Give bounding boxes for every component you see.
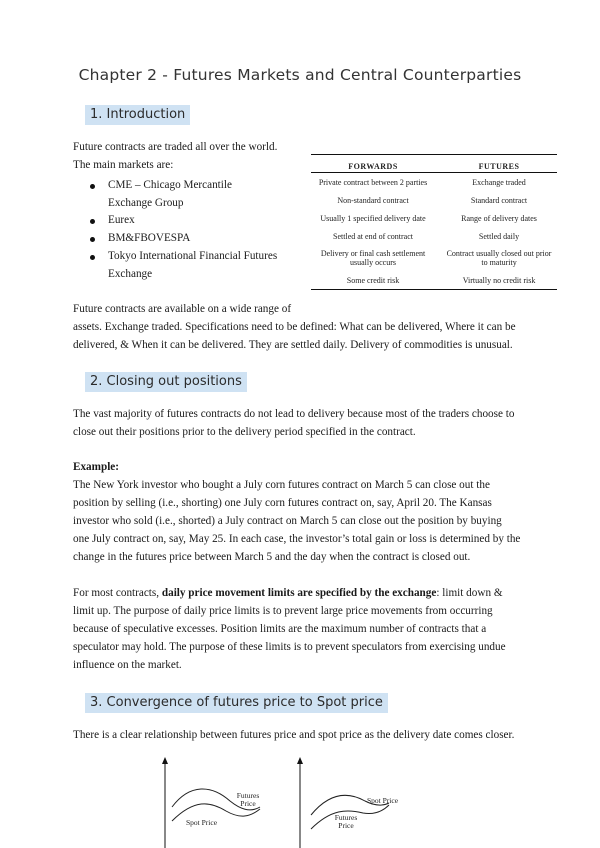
example-line-3: investor who sold (i.e., shorted) a July contract on March 5 can close out the position by buying xyxy=(73,515,502,527)
fig1-spot-label: Spot Price xyxy=(186,818,218,827)
table-row xyxy=(311,271,557,290)
example-line-2: position by selling (i.e., shorting) one July corn futures contract on, say, April 20. The Kansas xyxy=(73,497,492,509)
table-cell: Exchange traded xyxy=(472,177,526,187)
bullet-dot xyxy=(90,184,95,189)
convergence-paragraph: There is a clear relationship between futures price and spot price as the delivery date comes closer. xyxy=(73,729,515,741)
table-row xyxy=(311,227,557,245)
intro-paragraph-line-1: Future contracts are available on a wide range of xyxy=(73,303,292,315)
bullet-item-eurex xyxy=(90,212,290,230)
page-title: Chapter 2 - Futures Markets and Central Counterparties xyxy=(78,66,522,84)
table-top-rule xyxy=(311,154,557,155)
limits-line-4: speculator may hold. The purpose of these limits is to prevent speculators from exercising undue xyxy=(73,641,506,653)
table-row xyxy=(311,209,557,227)
bullet-text: BM&FBOVESPA xyxy=(108,232,191,244)
limits-line-1-post: : limit down & xyxy=(436,587,503,599)
table-row xyxy=(311,245,557,271)
limits-line-1-bold: daily price movement limits are specified by the exchange xyxy=(161,587,437,599)
fig1-futures-label-line2: Price xyxy=(240,799,256,808)
fig2-futures-label xyxy=(330,814,362,830)
section-heading-convergence: 3. Convergence of futures price to Spot price xyxy=(85,693,388,713)
table-cell: Range of delivery dates xyxy=(461,213,537,223)
table-cell: Settled daily xyxy=(478,231,520,241)
axis-arrow-icon xyxy=(297,757,303,764)
bullet-item-bmfbovespa xyxy=(90,230,290,248)
closing-paragraph-line-2: close out their positions prior to the delivery period specified in the contract. xyxy=(73,426,416,438)
limits-line-1 xyxy=(73,585,503,603)
fig1-futures-label xyxy=(233,792,263,808)
intro-line-2: The main markets are: xyxy=(73,159,174,171)
table-cell: Settled at end of contract xyxy=(333,231,413,241)
table-row xyxy=(311,173,557,192)
fig2-spot-label: Spot Price xyxy=(367,796,399,805)
closing-paragraph-line-1: The vast majority of futures contracts do not lead to delivery because most of the traders choose to xyxy=(73,408,515,420)
fig2-futures-label-line1: Futures xyxy=(334,813,358,822)
table-cell: Standard contract xyxy=(470,195,528,205)
table-header-row xyxy=(311,160,557,173)
fig2-futures-label-line2: Price xyxy=(338,821,354,830)
limits-line-5: influence on the market. xyxy=(73,659,182,671)
example-line-5: change in the futures price between March 5 and the day when the contract is closed out. xyxy=(73,551,471,563)
bullet-text: CME – Chicago Mercantile Exchange Group xyxy=(108,179,232,209)
limits-line-1-pre: For most contracts, xyxy=(73,587,162,599)
fig1-futures-label-line1: Futures xyxy=(236,791,260,800)
table-row xyxy=(311,191,557,209)
table-cell: Usually 1 specified delivery date xyxy=(320,213,426,223)
bullet-item-tiffe xyxy=(90,248,290,284)
bullet-dot xyxy=(90,237,95,242)
example-line-1: The New York investor who bought a July corn futures contract on March 5 can close out the xyxy=(73,479,490,491)
table-cell: Delivery or final cash settlement usually occurs xyxy=(320,249,426,267)
bullet-text: Eurex xyxy=(108,214,135,226)
table-header-futures: FUTURES xyxy=(435,160,557,173)
example-line-4: one July contract on, say, May 25. In each case, the investor’s total gain or loss is determined by the xyxy=(73,533,521,545)
table-cell: Contract usually closed out prior to maturity xyxy=(446,249,552,267)
section-heading-introduction: 1. Introduction xyxy=(85,105,190,125)
section-heading-closing-out: 2. Closing out positions xyxy=(85,372,247,392)
bullet-text: Tokyo International Financial Futures Exchange xyxy=(108,250,278,280)
intro-paragraph-line-2: assets. Exchange traded. Specifications need to be defined: What can be delivered, Where it can be xyxy=(73,321,516,333)
table-cell: Some credit risk xyxy=(311,271,435,290)
forwards-futures-table xyxy=(311,160,557,290)
table-header-forwards: FORWARDS xyxy=(311,160,435,173)
table-cell: Virtually no credit risk xyxy=(435,271,557,290)
axis-arrow-icon xyxy=(162,757,168,764)
intro-line-1: Future contracts are traded all over the world. xyxy=(73,141,278,153)
bullet-item-cme xyxy=(90,177,290,213)
intro-paragraph-line-3: delivered, & When it can be delivered. They are settled daily. Delivery of commodities is unusual. xyxy=(73,339,513,351)
limits-line-2: limit up. The purpose of daily price limits is to prevent large price movements from occurring xyxy=(73,605,493,617)
table-cell: Non-standard contract xyxy=(337,195,409,205)
example-label: Example: xyxy=(73,461,119,473)
limits-line-3: because of speculative excesses. Position limits are the maximum number of contracts that a xyxy=(73,623,487,635)
bullet-dot xyxy=(90,255,95,260)
bullet-dot xyxy=(90,219,95,224)
table-cell: Private contract between 2 parties xyxy=(318,177,428,187)
